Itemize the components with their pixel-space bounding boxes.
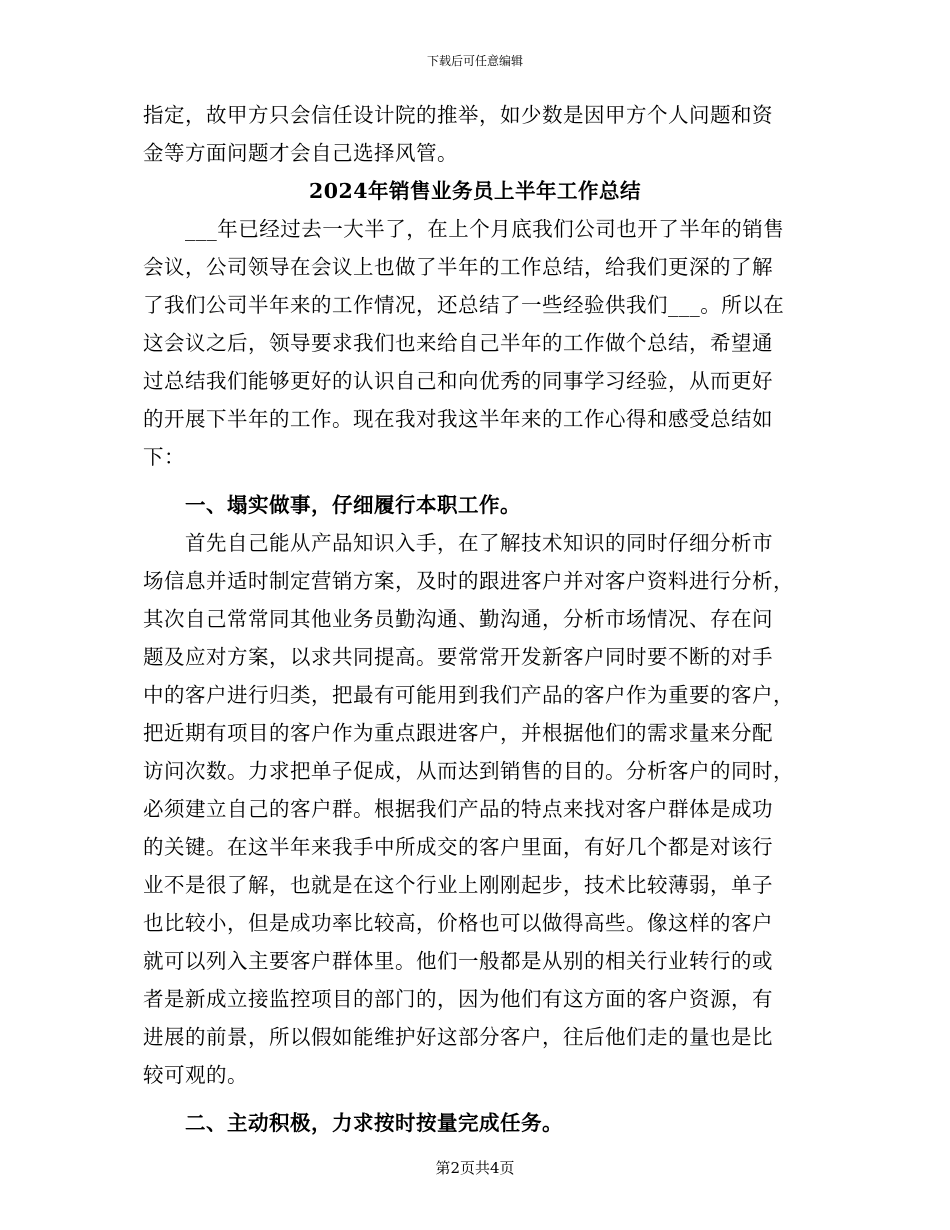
paragraph-line: 题及应对方案，以求共同提高。要常常开发新客户同时要不断的对手: [143, 645, 773, 669]
paragraph-line: 首先自己能从产品知识入手，在了解技术知识的同时仔细分析市: [185, 531, 773, 555]
paragraph-line: 就可以列入主要客户群体里。他们一般都是从别的相关行业转行的或: [143, 949, 773, 973]
page-footer: 第2页共4页: [435, 1159, 515, 1177]
paragraph-line: 下：: [143, 445, 185, 469]
section-heading: 二、主动积极，力求按时按量完成任务。: [185, 1111, 563, 1135]
paragraph-line: 过总结我们能够更好的认识自己和向优秀的同事学习经验，从而更好: [143, 369, 773, 393]
paragraph-line: 较可观的。: [143, 1063, 248, 1087]
paragraph-line: 的开展下半年的工作。现在我对我这半年来的工作心得和感受总结如: [143, 407, 773, 431]
paragraph-line: ___年已经过去一大半了，在上个月底我们公司也开了半年的销售: [185, 217, 785, 241]
paragraph-line: 也比较小，但是成功率比较高，价格也可以做得高些。像这样的客户: [143, 911, 773, 935]
paragraph-line: 中的客户进行归类，把最有可能用到我们产品的客户作为重要的客户，: [143, 683, 794, 707]
paragraph-line: 必须建立自己的客户群。根据我们产品的特点来找对客户群体是成功: [143, 797, 773, 821]
paragraph-line: 金等方面问题才会自己选择风管。: [143, 141, 458, 165]
paragraph-line: 者是新成立接监控项目的部门的，因为他们有这方面的客户资源，有: [143, 987, 773, 1011]
document-body: [143, 96, 807, 1142]
document-title: 2024年销售业务员上半年工作总结: [308, 179, 642, 203]
page-header: 下载后可任意编辑: [426, 54, 523, 68]
paragraph-line: 了我们公司半年来的工作情况，还总结了一些经验供我们___。所以在: [143, 293, 785, 317]
paragraph-line: 业不是很了解，也就是在这个行业上刚刚起步，技术比较薄弱，单子: [143, 873, 773, 897]
paragraph-line: 访问次数。力求把单子促成，从而达到销售的目的。分析客户的同时，: [143, 759, 794, 783]
paragraph-line: 把近期有项目的客户作为重点跟进客户，并根据他们的需求量来分配: [143, 721, 773, 745]
paragraph-line: 指定，故甲方只会信任设计院的推举，如少数是因甲方个人问题和资: [143, 103, 773, 127]
paragraph-line: 进展的前景，所以假如能维护好这部分客户，往后他们走的量也是比: [143, 1025, 773, 1049]
section-heading: 一、塌实做事，仔细履行本职工作。: [185, 493, 521, 517]
paragraph-line: 场信息并适时制定营销方案，及时的跟进客户并对客户资料进行分析，: [143, 569, 794, 593]
paragraph-line: 的关键。在这半年来我手中所成交的客户里面，有好几个都是对该行: [143, 835, 773, 859]
paragraph-line: 会议，公司领导在会议上也做了半年的工作总结，给我们更深的了解: [143, 255, 773, 279]
paragraph-line: 这会议之后，领导要求我们也来给自己半年的工作做个总结，希望通: [143, 331, 773, 355]
paragraph-line: 其次自己常常同其他业务员勤沟通、勤沟通，分析市场情况、存在问: [143, 607, 773, 631]
